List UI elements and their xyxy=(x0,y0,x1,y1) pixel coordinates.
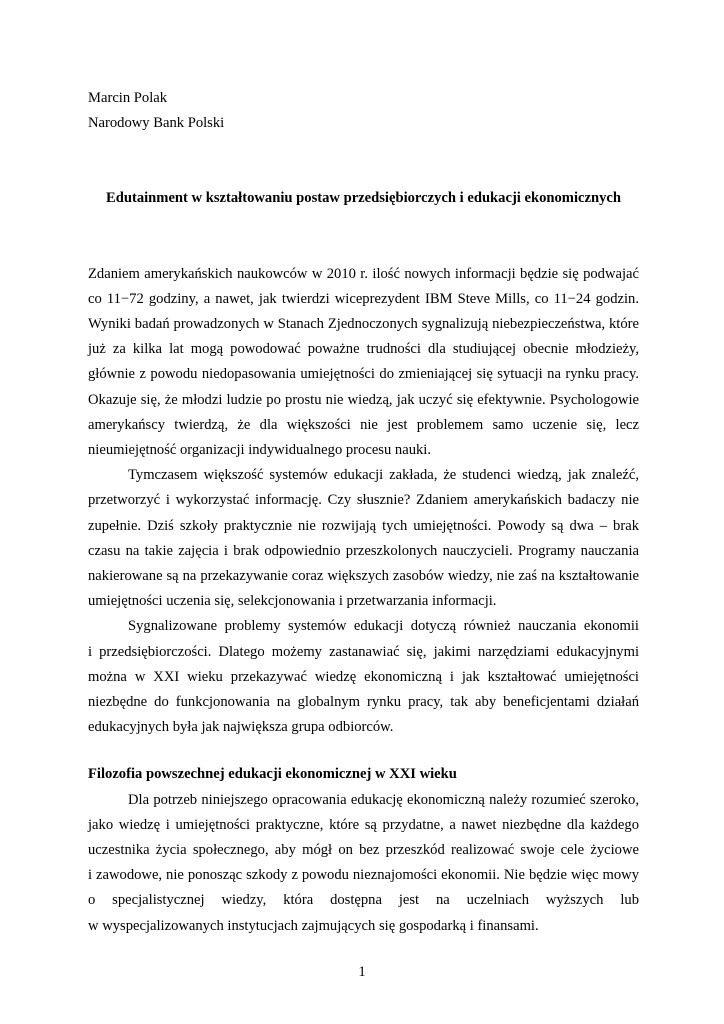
text-line: Dla potrzeb niniejszego opracowania edukację ekonomiczną należy rozumieć szeroko, xyxy=(128,791,639,808)
paragraph-4 xyxy=(88,788,639,939)
text-line: umiejętności uczenia się, selekcjonowania i przetwarzania informacji. xyxy=(88,593,497,610)
text-line: Wyniki badań prowadzonych w Stanach Zjednoczonych sygnalizują niebezpieczeństwa, które xyxy=(88,316,639,333)
text-line: niezbędne do funkcjonowania na globalnym rynku pracy, tak aby beneficjentami działań xyxy=(88,694,639,711)
text-line: w wyspecjalizowanych instytucjach zajmujących się gospodarką i finansami. xyxy=(88,917,539,934)
author-affiliation: Narodowy Bank Polski xyxy=(88,115,225,132)
text-line: i zawodowe, nie ponosząc szkody z powodu nieznajomości ekonomii. Nie będzie więc mowy xyxy=(88,867,639,884)
text-line: czasu na takie zajęcia i brak odpowiednio przeszkolonych nauczycieli. Programy nauczania xyxy=(88,542,639,559)
text-line: Tymczasem większość systemów edukacji zakłada, że studenci wiedzą, jak znaleźć, xyxy=(128,467,639,484)
paragraph-2 xyxy=(88,463,639,614)
text-line: o specjalistycznej wiedzy, która dostępna jest na uczelniach wyższych lub xyxy=(88,892,639,909)
document-page xyxy=(88,86,639,939)
text-line: co 11−72 godziny, a nawet, jak twierdzi wiceprezydent IBM Steve Mills, co 11−24 godzin. xyxy=(88,290,639,307)
text-line: zupełnie. Dziś szkoły praktycznie nie rozwijają tych umiejętności. Powody są dwa – brak xyxy=(88,517,639,534)
text-line: Okazuje się, że młodzi ludzie po prostu nie wiedzą, jak uczyć się efektywnie. Psychologowie xyxy=(88,391,639,408)
text-line: przetworzyć i wykorzystać informację. Czy słusznie? Zdaniem amerykańskich badaczy nie xyxy=(88,492,639,509)
text-line: Sygnalizowane problemy systemów edukacji dotyczą również nauczania ekonomii xyxy=(128,618,639,635)
text-line: i przedsiębiorczości. Dlatego możemy zastanawiać się, jakimi narzędziami edukacyjnymi xyxy=(88,643,639,660)
page-number: 1 xyxy=(358,964,366,980)
text-line: głównie z powodu niedopasowania umiejętności do zmieniającej się sytuacji na rynku pracy. xyxy=(88,366,639,383)
section-heading: Filozofia powszechnej edukacji ekonomicznej w XXI wieku xyxy=(88,766,457,783)
text-line: edukacyjnych była jak największa grupa odbiorców. xyxy=(88,719,394,736)
text-line: nakierowane są na przekazywanie coraz większych zasobów wiedzy, nie zaś na kształtowanie xyxy=(88,568,639,585)
text-line: jako wiedzę i umiejętności praktyczne, które są przydatne, a nawet niezbędne dla każdego xyxy=(88,816,639,833)
text-line: uczestnika życia społecznego, aby mógł on bez przeszkód realizować swoje cele życiowe xyxy=(88,842,639,859)
text-line: Zdaniem amerykańskich naukowców w 2010 r. ilość nowych informacji będzie się podwajać xyxy=(88,265,639,282)
text-line: już za kilka lat mogą powodować poważne trudności dla studiującej obecnie młodzieży, xyxy=(88,341,639,358)
paragraph-1 xyxy=(88,262,639,464)
paragraph-3 xyxy=(88,614,639,740)
document-title: Edutainment w kształtowaniu postaw przedsiębiorczych i edukacji ekonomicznych xyxy=(106,190,621,207)
author-name: Marcin Polak xyxy=(88,90,168,106)
text-line: nieumiejętność organizacji indywidualnego procesu nauki. xyxy=(88,442,431,459)
text-line: amerykańscy twierdzą, że dla większości nie jest problemem samo uczenie się, lecz xyxy=(88,416,639,433)
text-line: można w XXI wieku przekazywać wiedzę ekonomiczną i jak kształtować umiejętności xyxy=(88,668,639,685)
